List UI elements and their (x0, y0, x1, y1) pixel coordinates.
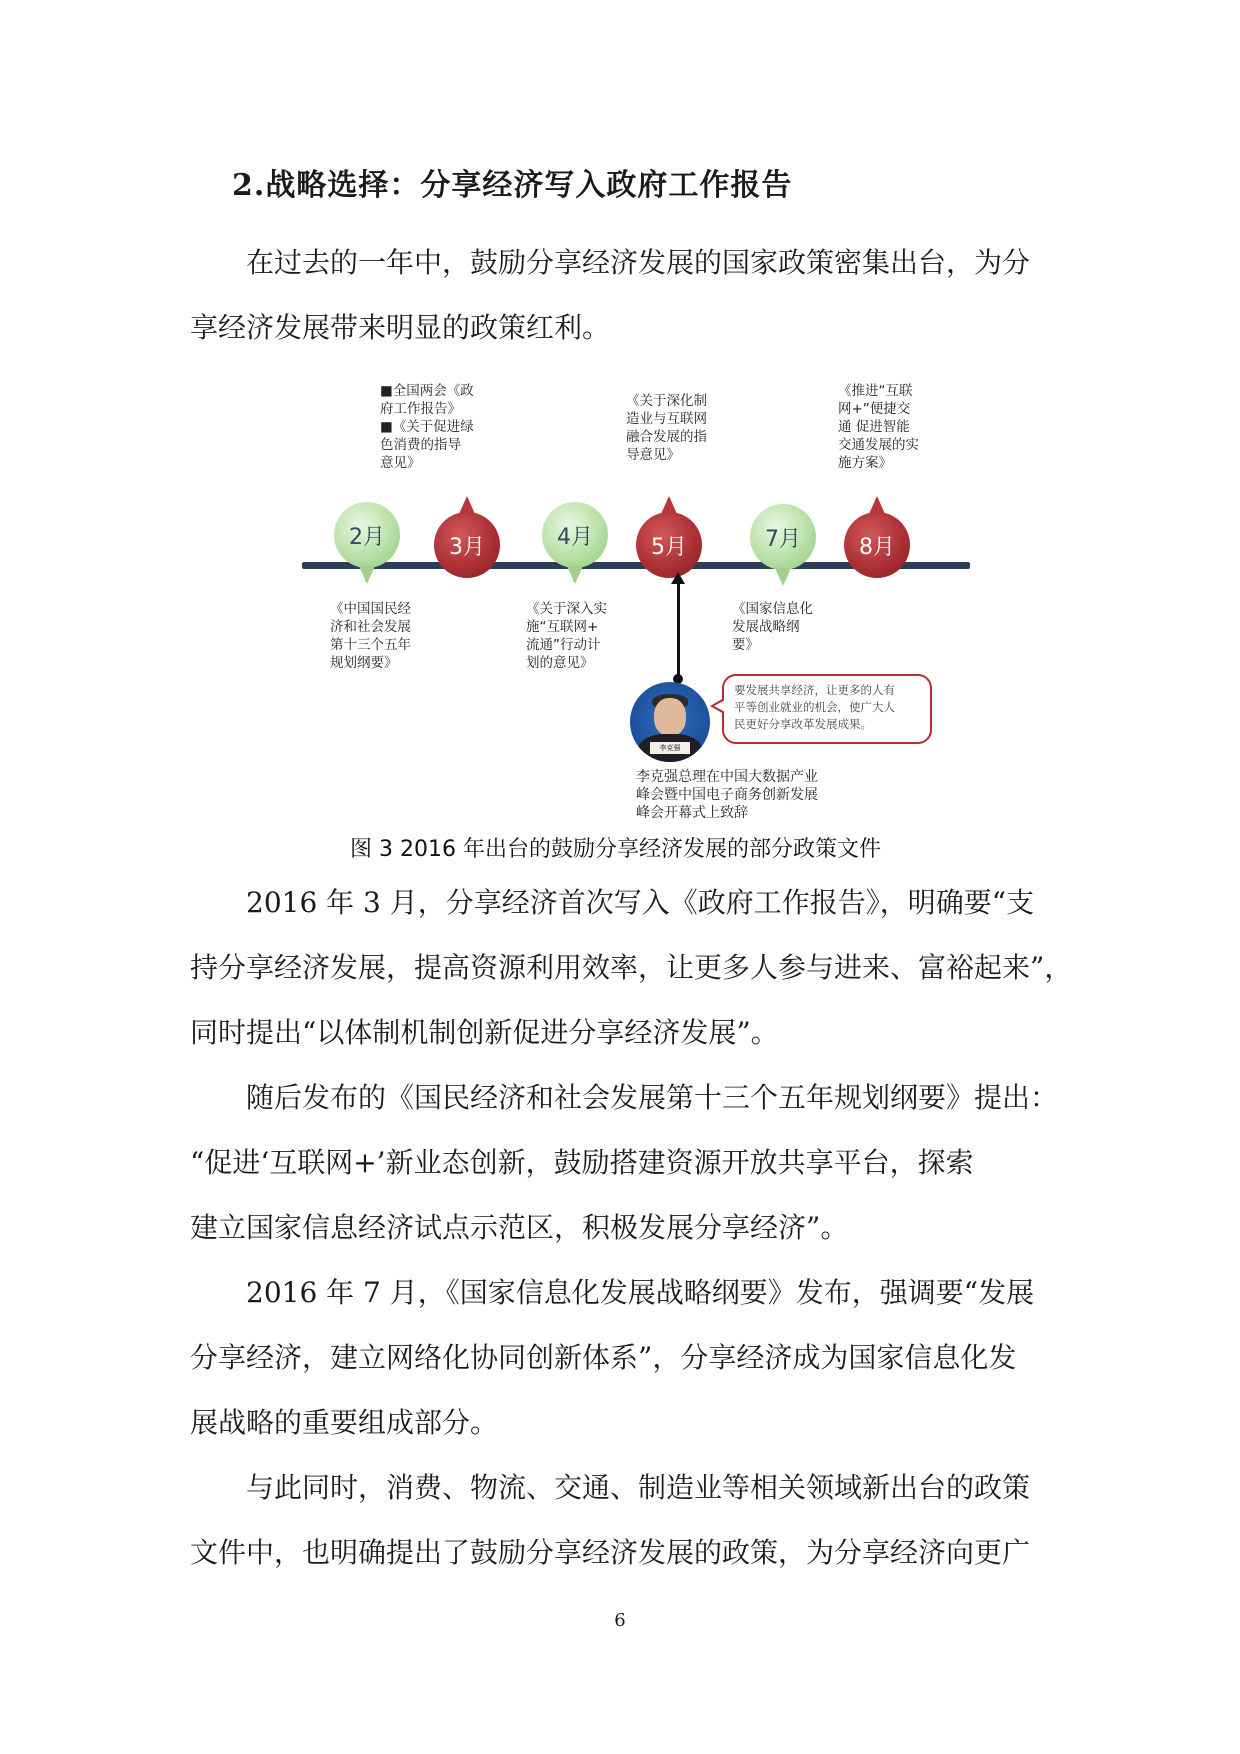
photo-nameplate: 李克强 (650, 742, 690, 754)
text-line: 分享经济，建立网络化协同创新体系”，分享经济成为国家信息化发 (190, 1341, 1017, 1374)
month-marker-may: 5月 (636, 512, 702, 578)
connector-line (677, 578, 680, 678)
note-line: 第十三个五年 (330, 637, 411, 653)
text-line: 与此同时，消费、物流、交通、制造业等相关领域新出台的政策 (246, 1471, 1031, 1504)
note-line: 要》 (732, 637, 759, 653)
month-marker-aug: 8月 (844, 512, 910, 578)
quote-bubble (722, 674, 932, 744)
photo-face (654, 698, 686, 736)
photo-caption-line: 李克强总理在中国大数据产业 (636, 769, 818, 785)
paragraph-3 (190, 1260, 1050, 1455)
photo-caption (636, 768, 818, 822)
quote-line: 平等创业就业的机会，使广大人 (734, 700, 895, 714)
note-line: 《国家信息化 (732, 601, 813, 617)
speaker-photo (630, 682, 710, 762)
note-line: 施方案》 (838, 455, 892, 471)
note-line: 通 促进智能 (838, 419, 910, 435)
note-line: ■全国两会《政 (380, 383, 474, 399)
note-line: 府工作报告》 (380, 401, 461, 417)
page-number: 6 (614, 1610, 626, 1631)
note-august (838, 382, 919, 472)
note-line: 规划纲要》 (330, 655, 398, 671)
text-line: 同时提出“以体制机制创新促进分享经济发展”。 (190, 1016, 779, 1049)
month-marker-jul: 7月 (750, 504, 816, 570)
text-line: “促进‘互联网+’新业态创新，鼓励搭建资源开放共享平台，探索 (190, 1146, 974, 1179)
intro-paragraph (190, 230, 1050, 360)
note-line: 交通发展的实 (838, 437, 919, 453)
policy-timeline-figure (290, 382, 990, 822)
text-line: 2016 年 3 月，分享经济首次写入《政府工作报告》，明确要“支 (246, 886, 1035, 919)
quote-line: 民更好分享改革发展成果。 (734, 717, 872, 731)
figure-caption: 图 3 2016 年出台的鼓励分享经济发展的部分政策文件 (350, 837, 881, 862)
note-february (330, 600, 411, 672)
month-marker-apr: 4月 (542, 502, 608, 568)
paragraph-2 (190, 1065, 1059, 1260)
note-line: 划的意见》 (526, 655, 594, 671)
month-marker-mar: 3月 (434, 512, 500, 578)
note-line: 《中国国民经 (330, 601, 411, 617)
quote-line: 要发展共享经济，让更多的人有 (734, 683, 895, 697)
text-line: 文件中，也明确提出了鼓励分享经济发展的政策，为分享经济向更广 (190, 1536, 1031, 1569)
paragraph-1 (190, 870, 1073, 1065)
text-line: 随后发布的《国民经济和社会发展第十三个五年规划纲要》提出： (246, 1081, 1059, 1114)
photo-caption-line: 峰会开幕式上致辞 (636, 805, 748, 821)
text-line: 持分享经济发展，提高资源利用效率，让更多人参与进来、富裕起来”， (190, 951, 1073, 984)
note-line: 造业与互联网 (626, 411, 707, 427)
note-line: 发展战略纲 (732, 619, 800, 635)
note-line: 济和社会发展 (330, 619, 411, 635)
note-july (732, 600, 813, 654)
note-line: 网+”便捷交 (838, 401, 911, 417)
section-heading: 2.战略选择：分享经济写入政府工作报告 (232, 168, 793, 203)
text-line: 建立国家信息经济试点示范区，积极发展分享经济”。 (190, 1211, 849, 1244)
note-line: 施“互联网+ (526, 619, 599, 635)
note-may (626, 392, 707, 464)
text-line: 展战略的重要组成部分。 (190, 1406, 499, 1439)
note-line: 融合发展的指 (626, 429, 707, 445)
note-line: 流通”行动计 (526, 637, 601, 653)
note-line: 导意见》 (626, 447, 680, 463)
note-line: 色消费的指导 (380, 437, 461, 453)
photo-caption-line: 峰会暨中国电子商务创新发展 (636, 787, 818, 803)
month-marker-feb: 2月 (334, 502, 400, 568)
note-march (380, 382, 474, 472)
paragraph-4 (190, 1455, 1050, 1585)
note-april (526, 600, 607, 672)
note-line: 《关于深化制 (626, 393, 707, 409)
note-line: 《推进“互联 (838, 383, 913, 399)
text-line: 2016 年 7 月，《国家信息化发展战略纲要》发布，强调要“发展 (246, 1276, 1035, 1309)
note-line: 意见》 (380, 455, 421, 471)
note-line: 《关于深入实 (526, 601, 607, 617)
note-line: ■《关于促进绿 (380, 419, 474, 435)
text-line: 享经济发展带来明显的政策红利。 (190, 311, 611, 344)
text-line: 在过去的一年中，鼓励分享经济发展的国家政策密集出台，为分 (246, 246, 1031, 279)
